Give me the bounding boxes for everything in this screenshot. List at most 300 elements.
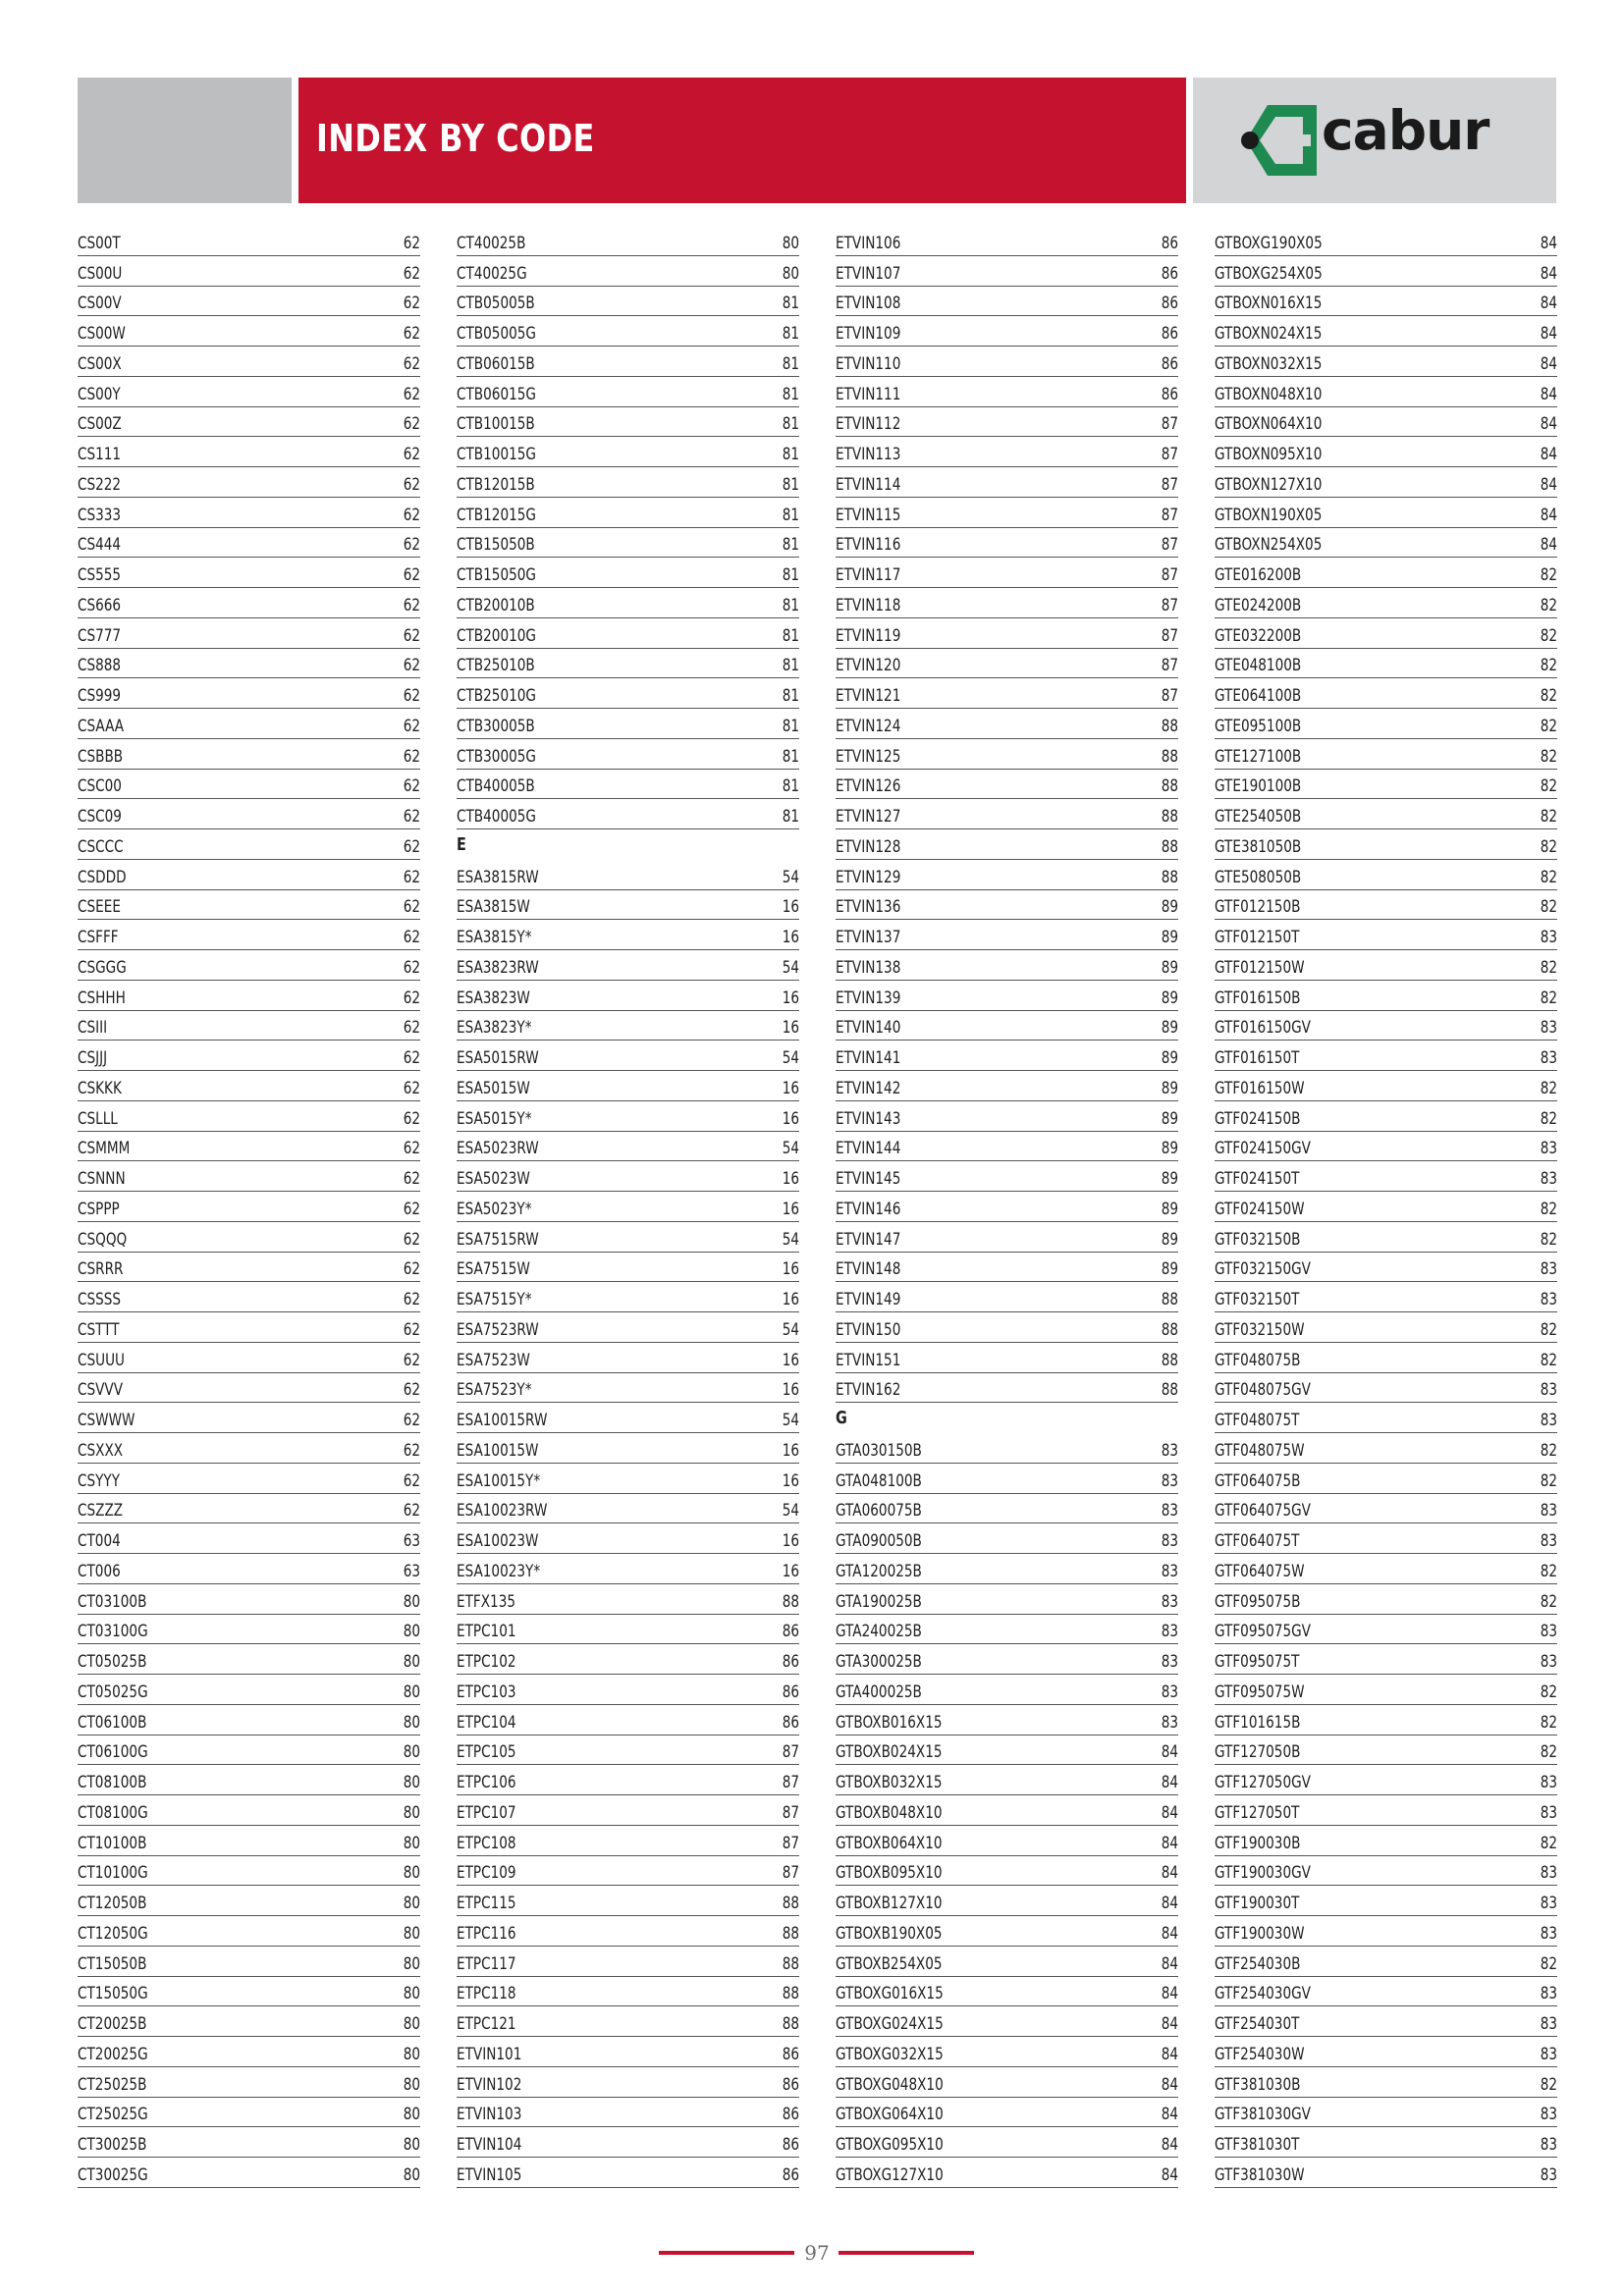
index-row [78, 2128, 420, 2158]
index-row [1215, 1616, 1557, 1645]
product-code: GTF190030B [1215, 1833, 1301, 1853]
page-reference: 80 [403, 1923, 420, 1944]
index-row [457, 800, 799, 829]
page-reference: 87 [1161, 625, 1178, 646]
page-reference: 16 [782, 1018, 799, 1039]
product-code: ETPC105 [457, 1742, 516, 1763]
product-code: GTA190025B [836, 1591, 922, 1612]
page-reference: 88 [782, 1591, 799, 1612]
product-code: GTF095075T [1215, 1652, 1300, 1672]
product-code: CSEEE [78, 897, 121, 918]
page-reference: 16 [782, 928, 799, 947]
section-letter: E [457, 833, 466, 855]
index-row [1215, 1374, 1557, 1404]
index-row [457, 891, 799, 921]
page-reference: 54 [782, 1411, 799, 1430]
product-code: CT25025G [78, 2105, 148, 2125]
page-reference: 62 [403, 505, 420, 525]
product-code: CTB40005B [457, 776, 535, 797]
product-code: GTBOXN254X05 [1215, 535, 1323, 556]
index-row [78, 1917, 420, 1947]
page-reference: 89 [1161, 1169, 1178, 1189]
page-reference: 62 [403, 1259, 420, 1280]
page-reference: 82 [1540, 1078, 1557, 1098]
page-title: INDEX BY CODE [316, 117, 595, 160]
product-code: CSWWW [78, 1411, 135, 1430]
page-reference: 62 [403, 1169, 420, 1189]
page-reference: 16 [782, 1470, 799, 1491]
page-reference: 86 [782, 2105, 799, 2125]
page-reference: 16 [782, 1531, 799, 1551]
product-code: CTB12015G [457, 505, 536, 525]
product-code: CT30025B [78, 2135, 147, 2155]
page-reference: 84 [1161, 1773, 1178, 1792]
index-row [457, 1223, 799, 1253]
index-row [836, 1827, 1178, 1856]
product-code: GTF048075GV [1215, 1380, 1311, 1401]
product-code: ETVIN125 [836, 746, 901, 767]
index-row [836, 1102, 1178, 1132]
page-reference: 62 [403, 595, 420, 615]
page-reference: 62 [403, 353, 420, 374]
page-reference: 80 [403, 1953, 420, 1974]
index-row [78, 1524, 420, 1554]
index-row [457, 2068, 799, 2098]
page-reference: 83 [1540, 1018, 1557, 1039]
index-row [78, 921, 420, 950]
index-row [836, 1223, 1178, 1253]
index-row [457, 740, 799, 770]
index-row [457, 1254, 799, 1283]
product-code: CT004 [78, 1531, 121, 1551]
index-row [457, 1917, 799, 1947]
page-reference: 62 [403, 324, 420, 344]
product-code: ETVIN136 [836, 897, 901, 918]
page-reference: 80 [403, 1652, 420, 1672]
product-code: GTF024150T [1215, 1169, 1300, 1189]
index-row [1215, 1434, 1557, 1464]
index-row [78, 771, 420, 800]
index-row [1215, 951, 1557, 981]
index-row [457, 1948, 799, 1977]
product-code: ETVIN145 [836, 1169, 901, 1189]
index-row [78, 951, 420, 981]
index-row [78, 589, 420, 618]
product-code: ETVIN141 [836, 1048, 901, 1068]
product-code: GTF381030B [1215, 2074, 1301, 2095]
page-reference: 16 [782, 1108, 799, 1129]
page-reference: 83 [1540, 1290, 1557, 1309]
page-reference: 54 [782, 1139, 799, 1159]
product-code: CS888 [78, 656, 122, 676]
product-code: ETVIN105 [457, 2164, 522, 2185]
product-code: GTF064075GV [1215, 1501, 1311, 1522]
product-code: ESA3815Y* [457, 928, 532, 947]
product-code: ETVIN129 [836, 867, 901, 887]
page-reference: 81 [782, 595, 799, 615]
product-code: CS00Z [78, 414, 122, 435]
page-reference: 82 [1540, 836, 1557, 857]
index-row [836, 378, 1178, 407]
page-reference: 83 [1540, 1773, 1557, 1792]
index-row [78, 1223, 420, 1253]
page-reference: 62 [403, 746, 420, 767]
page-reference: 82 [1540, 807, 1557, 827]
index-row [1215, 1041, 1557, 1071]
page-reference: 54 [782, 1501, 799, 1522]
page-reference: 88 [1161, 776, 1178, 797]
product-code: ETVIN106 [836, 233, 901, 253]
product-code: CSHHH [78, 988, 126, 1008]
index-row [78, 1072, 420, 1101]
page-reference: 16 [782, 1259, 799, 1280]
page-reference: 86 [782, 1712, 799, 1733]
product-code: CSPPP [78, 1199, 120, 1219]
product-code: CT15050G [78, 1984, 148, 2004]
page-reference: 83 [1540, 1501, 1557, 1522]
index-row [78, 861, 420, 890]
page-reference: 83 [1161, 1682, 1178, 1702]
page-reference: 62 [403, 263, 420, 284]
product-code: GTBOXB016X15 [836, 1712, 943, 1733]
product-code: CSBBB [78, 746, 124, 767]
product-code: ETVIN113 [836, 445, 901, 464]
index-row [457, 1766, 799, 1795]
index-row [457, 1102, 799, 1132]
page-reference: 82 [1540, 988, 1557, 1008]
index-row [457, 1041, 799, 1071]
page-reference: 88 [1161, 1290, 1178, 1309]
index-row [836, 408, 1178, 438]
index-row [78, 1434, 420, 1464]
product-code: ETVIN117 [836, 565, 901, 585]
product-code: GTF012150B [1215, 897, 1301, 918]
index-row [1215, 1495, 1557, 1524]
index-row [836, 1887, 1178, 1916]
page-reference: 87 [1161, 595, 1178, 615]
product-code: GTE127100B [1215, 746, 1302, 767]
product-code: CTB06015B [457, 353, 535, 374]
page-reference: 86 [1161, 353, 1178, 374]
index-row [457, 468, 799, 498]
product-code: CS666 [78, 595, 122, 615]
index-row [1215, 1676, 1557, 1705]
page-reference: 81 [782, 656, 799, 676]
product-code: CT10100G [78, 1863, 148, 1884]
page-reference: 82 [1540, 957, 1557, 978]
page-reference: 81 [782, 294, 799, 314]
page-reference: 83 [1540, 2164, 1557, 2185]
index-row [457, 1495, 799, 1524]
page-reference: 62 [403, 1411, 420, 1430]
product-code: GTF024150B [1215, 1108, 1301, 1129]
page-reference: 84 [1540, 474, 1557, 495]
page-reference: 54 [782, 867, 799, 887]
page-reference: 62 [403, 928, 420, 947]
page-reference: 89 [1161, 1229, 1178, 1250]
product-code: CS00W [78, 324, 126, 344]
product-code: GTBOXN024X15 [1215, 324, 1323, 344]
index-row [1215, 1465, 1557, 1494]
index-row [836, 1796, 1178, 1826]
index-row [836, 1283, 1178, 1312]
index-row [78, 408, 420, 438]
product-code: CS444 [78, 535, 122, 556]
product-code: ETVIN139 [836, 988, 901, 1008]
index-row [1215, 2128, 1557, 2158]
page-reference: 62 [403, 988, 420, 1008]
page-reference: 81 [782, 384, 799, 404]
page-reference: 84 [1161, 2135, 1178, 2155]
page-reference: 88 [782, 1894, 799, 1913]
page-reference: 84 [1161, 1894, 1178, 1913]
page-reference: 83 [1161, 1440, 1178, 1461]
index-row [457, 559, 799, 588]
page-reference: 80 [403, 2044, 420, 2064]
index-row [836, 2068, 1178, 2098]
index-row [836, 1012, 1178, 1041]
page-reference: 16 [782, 1440, 799, 1461]
index-row [78, 1857, 420, 1887]
index-row [836, 1555, 1178, 1584]
index-row [1215, 1524, 1557, 1554]
footer-rule-right [839, 2251, 974, 2255]
page-reference: 89 [1161, 1199, 1178, 1219]
index-row [78, 438, 420, 467]
index-row [78, 740, 420, 770]
page-reference: 62 [403, 535, 420, 556]
product-code: ESA5015W [457, 1078, 530, 1098]
index-row [78, 1102, 420, 1132]
index-row [1215, 2068, 1557, 2098]
page-reference: 62 [403, 897, 420, 918]
page-reference: 83 [1540, 1984, 1557, 2004]
product-code: ESA10015W [457, 1440, 539, 1461]
index-row [457, 347, 799, 377]
index-row [836, 982, 1178, 1011]
index-row [836, 1374, 1178, 1404]
page-reference: 84 [1540, 294, 1557, 314]
page-reference: 84 [1540, 263, 1557, 284]
index-row [1215, 1162, 1557, 1192]
index-row [78, 378, 420, 407]
index-row [836, 347, 1178, 377]
page-reference: 84 [1540, 233, 1557, 253]
index-row [836, 257, 1178, 287]
index-row [836, 227, 1178, 256]
index-row [1215, 1585, 1557, 1615]
page-reference: 86 [1161, 263, 1178, 284]
page-reference: 84 [1161, 2014, 1178, 2034]
page-reference: 81 [782, 353, 799, 374]
product-code: ETVIN118 [836, 595, 901, 615]
product-code: CS00T [78, 233, 121, 253]
product-code: CSXXX [78, 1440, 124, 1461]
index-row [78, 227, 420, 256]
page-reference: 82 [1540, 1229, 1557, 1250]
product-code: ESA5023RW [457, 1139, 539, 1159]
page-reference: 83 [1161, 1622, 1178, 1642]
page-reference: 82 [1540, 1319, 1557, 1340]
page-reference: 81 [782, 716, 799, 736]
index-row [78, 2099, 420, 2128]
product-code: GTF127050T [1215, 1802, 1300, 1823]
index-row [1215, 1254, 1557, 1283]
header-grey-block [78, 78, 292, 203]
page-reference: 88 [782, 1953, 799, 1974]
product-code: ESA3823RW [457, 957, 539, 978]
page-reference: 83 [1540, 2014, 1557, 2034]
product-code: GTBOXN127X10 [1215, 474, 1323, 495]
product-code: CT40025G [457, 263, 527, 284]
page-reference: 83 [1161, 1712, 1178, 1733]
product-code: ESA3815W [457, 897, 530, 918]
product-code: GTF064075B [1215, 1470, 1301, 1491]
index-row [1215, 1887, 1557, 1916]
product-code: ETPC109 [457, 1863, 516, 1884]
product-code: CSGGG [78, 957, 127, 978]
product-code: GTE254050B [1215, 807, 1302, 827]
index-row [836, 559, 1178, 588]
product-code: GTF095075W [1215, 1682, 1305, 1702]
index-row [1215, 2099, 1557, 2128]
index-row [457, 257, 799, 287]
page-reference: 81 [782, 445, 799, 464]
product-code: GTE024200B [1215, 595, 1302, 615]
index-row [1215, 1645, 1557, 1675]
index-row [836, 619, 1178, 649]
page-reference: 89 [1161, 1259, 1178, 1280]
index-row [836, 468, 1178, 498]
index-row [1215, 408, 1557, 438]
page-reference: 80 [403, 1802, 420, 1823]
product-code: CT05025G [78, 1682, 148, 1702]
product-code: GTF016150GV [1215, 1018, 1311, 1039]
product-code: GTF012150T [1215, 928, 1300, 947]
index-row [1215, 2038, 1557, 2067]
product-code: GTBOXN095X10 [1215, 445, 1323, 464]
page-reference: 54 [782, 1048, 799, 1068]
page-reference: 82 [1540, 625, 1557, 646]
product-code: GTBOXB048X10 [836, 1802, 943, 1823]
page-reference: 87 [1161, 686, 1178, 706]
page-reference: 82 [1540, 1742, 1557, 1763]
product-code: GTF101615B [1215, 1712, 1301, 1733]
page-reference: 84 [1161, 1802, 1178, 1823]
page-reference: 82 [1540, 716, 1557, 736]
index-row [78, 1495, 420, 1524]
product-code: ESA7515RW [457, 1229, 539, 1250]
page-reference: 83 [1161, 1652, 1178, 1672]
page-number: 97 [804, 2241, 830, 2265]
index-row [1215, 559, 1557, 588]
index-row [1215, 740, 1557, 770]
product-code: GTBOXB127X10 [836, 1894, 943, 1913]
product-code: CTB25010G [457, 686, 536, 706]
product-code: ETVIN120 [836, 656, 901, 676]
product-code: ESA7523W [457, 1350, 530, 1370]
page-reference: 62 [403, 565, 420, 585]
index-row [457, 1555, 799, 1584]
index-row [457, 1072, 799, 1101]
page-reference: 62 [403, 1018, 420, 1039]
index-row [457, 982, 799, 1011]
index-row [457, 1193, 799, 1222]
index-row [836, 1041, 1178, 1071]
product-code: ETVIN111 [836, 384, 901, 404]
product-code: ETPC115 [457, 1894, 516, 1913]
page-reference: 82 [1540, 746, 1557, 767]
index-row [1215, 1404, 1557, 1433]
index-row [1215, 1555, 1557, 1584]
product-code: CT15050B [78, 1953, 147, 1974]
page-reference: 62 [403, 1290, 420, 1309]
page-reference: 89 [1161, 957, 1178, 978]
product-code: CT12050B [78, 1894, 147, 1913]
index-row [1215, 468, 1557, 498]
index-row [457, 1524, 799, 1554]
product-code: GTF064075W [1215, 1561, 1305, 1581]
product-code: GTE032200B [1215, 625, 1302, 646]
index-row [78, 1796, 420, 1826]
product-code: ETVIN107 [836, 263, 901, 284]
product-code: CT03100G [78, 1622, 148, 1642]
index-row [836, 1978, 1178, 2007]
index-row [457, 1404, 799, 1433]
product-code: CT20025B [78, 2014, 147, 2034]
index-row [78, 1585, 420, 1615]
page-reference: 83 [1540, 2135, 1557, 2155]
index-row [78, 891, 420, 921]
page-reference: 62 [403, 474, 420, 495]
page-reference: 16 [782, 1199, 799, 1219]
index-row [1215, 1012, 1557, 1041]
page-reference: 62 [403, 1501, 420, 1522]
index-row [457, 2007, 799, 2037]
page-reference: 62 [403, 716, 420, 736]
index-column-1 [78, 227, 420, 2189]
page-reference: 84 [1540, 353, 1557, 374]
page-reference: 83 [1540, 2105, 1557, 2125]
page-reference: 83 [1161, 1591, 1178, 1612]
index-row [78, 2159, 420, 2188]
page-reference: 62 [403, 836, 420, 857]
index-row [78, 1404, 420, 1433]
product-code: CTB20010B [457, 595, 535, 615]
product-code: GTF190030W [1215, 1923, 1305, 1944]
page-reference: 81 [782, 414, 799, 435]
index-row [1215, 1948, 1557, 1977]
product-code: ETVIN140 [836, 1018, 901, 1039]
page-reference: 83 [1540, 1139, 1557, 1159]
index-row [457, 1313, 799, 1343]
index-row [78, 1465, 420, 1494]
index-row [457, 1465, 799, 1494]
page-reference: 62 [403, 1350, 420, 1370]
index-row [457, 317, 799, 347]
page-reference: 89 [1161, 1018, 1178, 1039]
page-reference: 62 [403, 233, 420, 253]
index-row [1215, 1344, 1557, 1373]
product-code: GTF190030T [1215, 1894, 1300, 1913]
page-reference: 62 [403, 686, 420, 706]
product-code: GTF254030GV [1215, 1984, 1311, 2004]
page-reference: 62 [403, 1440, 420, 1461]
page-reference: 84 [1161, 2164, 1178, 2185]
index-row [1215, 378, 1557, 407]
page-reference: 84 [1161, 1953, 1178, 1974]
product-code: GTBOXG190X05 [1215, 233, 1323, 253]
